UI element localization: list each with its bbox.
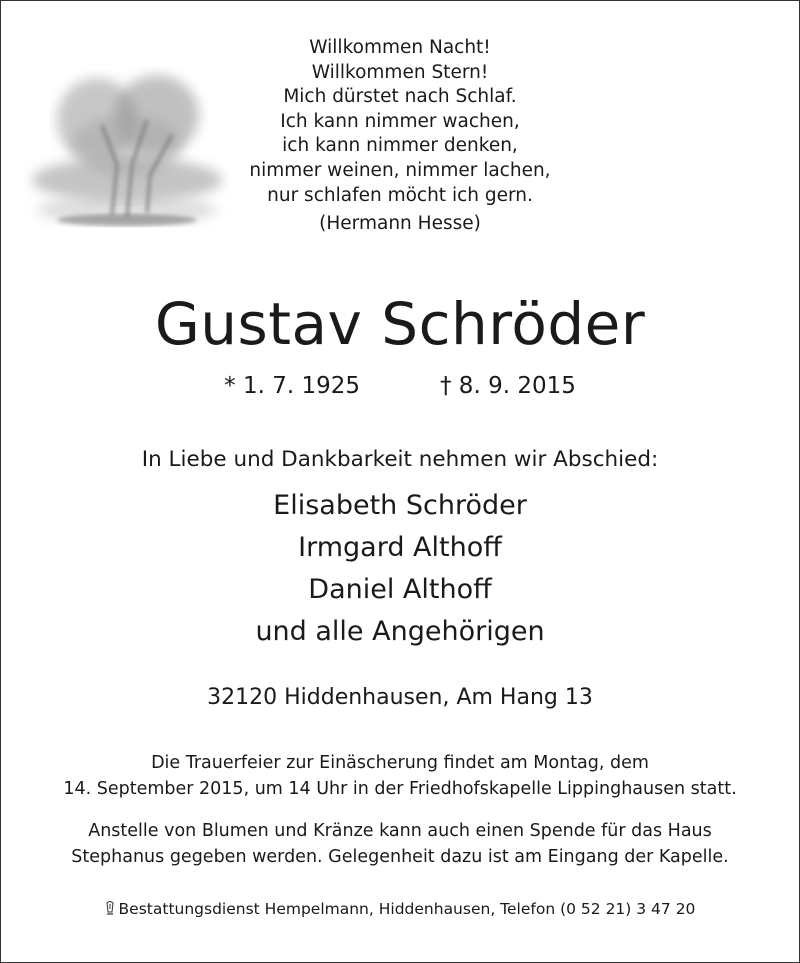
address: 32120 Hiddenhausen, Am Hang 13: [207, 685, 593, 710]
death-date: † 8. 9. 2015: [440, 373, 576, 399]
mourner: Daniel Althoff: [308, 574, 492, 605]
donation-line: Anstelle von Blumen und Kränze kann auch einen Spende für das Haus: [88, 821, 712, 841]
donation-note: [0, 818, 800, 870]
birth-date: * 1. 7. 1925: [224, 373, 360, 399]
tree-illustration: [22, 45, 232, 255]
poem-author: (Hermann Hesse): [319, 213, 481, 235]
poem-line: Ich kann nimmer wachen,: [280, 110, 520, 132]
mourner: Irmgard Althoff: [298, 532, 502, 563]
poem: [220, 36, 580, 237]
ceremony-line: Die Trauerfeier zur Einäscherung findet am Montag, dem: [151, 753, 649, 773]
ceremony-note: [0, 750, 800, 802]
mourners-list: [0, 485, 800, 653]
life-dates: [0, 373, 800, 399]
footer-text: Bestattungsdienst Hempelmann, Hiddenhausen, Telefon (0 52 21) 3 47 20: [118, 900, 696, 918]
mourner: Elisabeth Schröder: [273, 490, 527, 521]
poem-line: ich kann nimmer denken,: [282, 135, 518, 157]
funeral-home-footer: [0, 900, 800, 918]
poem-line: nimmer weinen, nimmer lachen,: [249, 159, 551, 181]
ceremony-line: 14. September 2015, um 14 Uhr in der Friedhofskapelle Lippinghausen statt.: [63, 779, 737, 799]
poem-line: nur schlafen möcht ich gern.: [267, 184, 533, 206]
poem-line: Mich dürstet nach Schlaf.: [283, 86, 517, 108]
farewell-intro: In Liebe und Dankbarkeit nehmen wir Abschied:: [141, 447, 659, 472]
candle-icon: [105, 900, 115, 916]
mourner: und alle Angehörigen: [255, 616, 545, 647]
poem-line: Willkommen Stern!: [311, 61, 489, 83]
poem-line: Willkommen Nacht!: [309, 37, 491, 58]
donation-line: Stephanus gegeben werden. Gelegenheit dazu ist am Eingang der Kapelle.: [71, 847, 729, 867]
deceased-name: Gustav Schröder: [154, 290, 646, 358]
